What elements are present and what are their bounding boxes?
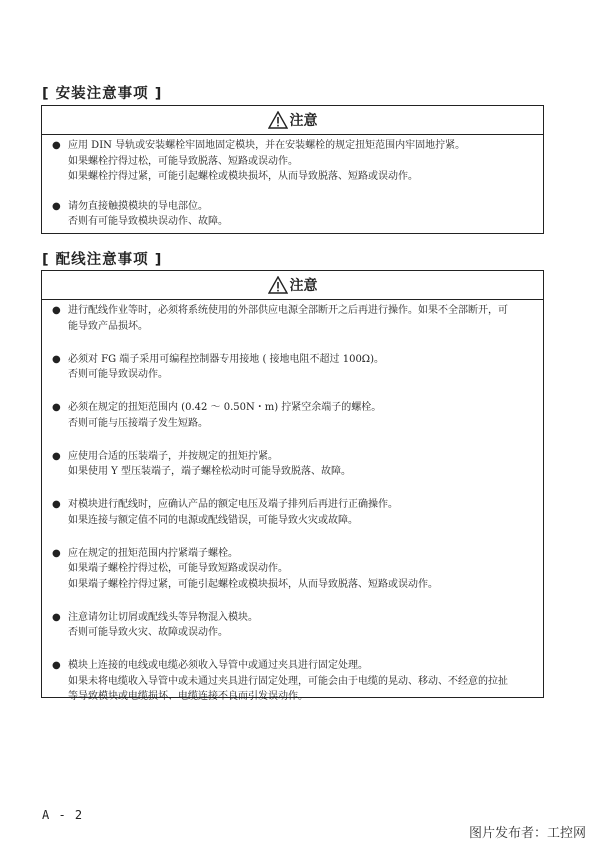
item-text-line: 如果未将电缆收入导管中或未通过夹具进行固定处理，可能会由于电缆的晃动、移动、不经意的拉扯: [68, 675, 508, 687]
list-item: [52, 449, 533, 480]
caution-box-installation: [41, 105, 544, 234]
list-item: [52, 303, 533, 334]
warning-triangle-icon: [268, 111, 288, 129]
bullet-icon: ●: [52, 611, 61, 623]
list-item: [52, 138, 533, 185]
item-text-line: 对模块进行配线时，应确认产品的额定电压及端子排列后再进行正确操作。: [68, 499, 398, 510]
item-text-line: 能导致产品损坏。: [68, 320, 148, 332]
item-text-line: 注意请勿让切屑或配线头等异物混入模块。: [68, 611, 258, 623]
caution-items-wiring: [42, 300, 543, 713]
caution-label: 注意: [289, 278, 318, 294]
section-title-installation: [ 安装注意事项 ]: [42, 86, 163, 102]
item-text-line: 如果螺栓拧得过紧，可能引起螺栓或模块损坏，从而导致脱落、短路或误动作。: [68, 171, 418, 182]
item-text-line: 应用 DIN 导轨或安装螺栓牢固地固定模块，并在安装螺栓的规定扭矩范围内牢固地拧紧。: [68, 140, 466, 151]
bullet-icon: ●: [52, 305, 61, 316]
bullet-icon: ●: [52, 200, 61, 212]
list-item: [52, 400, 533, 431]
caution-box-wiring: [41, 270, 544, 702]
item-text-line: 必须对 FG 端子采用可编程控制器专用接地 ( 接地电阻不超过 100Ω)。: [68, 353, 385, 365]
item-text-line: 必须在规定的扭矩范围内 (0.42 ～ 0.50N・m) 拧紧空余端子的螺栓。: [68, 402, 382, 413]
bullet-icon: ●: [52, 140, 61, 151]
item-text-line: 否则可能导致误动作。: [68, 369, 168, 380]
warning-triangle-icon: [268, 276, 288, 294]
caution-header: [42, 271, 543, 300]
bullet-icon: ●: [52, 450, 61, 462]
bullet-icon: ●: [52, 499, 61, 510]
list-item: [52, 352, 533, 383]
item-text-line: 等导致模块或电缆损坏、电缆连接不良而引发误动作。: [68, 691, 308, 702]
item-text-line: 否则可能与压接端子发生短路。: [68, 417, 208, 429]
section-title-wiring: [ 配线注意事项 ]: [42, 252, 163, 268]
caution-header: [42, 106, 543, 135]
bullet-icon: ●: [52, 353, 61, 365]
watermark: 图片发布者：工控网: [468, 826, 586, 841]
caution-label: 注意: [289, 113, 318, 129]
item-text-line: 应使用合适的压装端子，并按规定的扭矩拧紧。: [68, 450, 278, 462]
item-text-line: 如果端子螺栓拧得过松，可能导致短路或误动作。: [68, 563, 288, 574]
item-text-line: 请勿直接触摸模块的导电部位。: [68, 200, 208, 212]
bullet-icon: ●: [52, 402, 61, 413]
item-text-line: 如果端子螺栓拧得过紧，可能引起螺栓或模块损坏，从而导致脱落、短路或误动作。: [68, 578, 438, 590]
item-text-line: 否则可能导致火灾、故障或误动作。: [68, 627, 228, 638]
list-item: [52, 546, 533, 593]
bullet-icon: ●: [52, 547, 61, 559]
list-item: [52, 610, 533, 641]
list-item: [52, 199, 533, 230]
item-text-line: 应在规定的扭矩范围内拧紧端子螺栓。: [68, 547, 238, 559]
page-number: A - 2: [42, 808, 84, 822]
list-item: [52, 658, 533, 705]
item-text-line: 如果连接与额定值不同的电源或配线错误，可能导致火灾或故障。: [68, 514, 358, 526]
list-item: [52, 497, 533, 528]
bullet-icon: ●: [52, 660, 61, 671]
item-text-line: 模块上连接的电线或电缆必须收入导管中或通过夹具进行固定处理。: [68, 660, 368, 671]
caution-items-installation: [42, 135, 543, 238]
item-text-line: 否则有可能导致模块误动作、故障。: [68, 216, 228, 227]
item-text-line: 如果螺栓拧得过松，可能导致脱落、短路或误动作。: [68, 155, 298, 167]
item-text-line: 进行配线作业等时，必须将系统使用的外部供应电源全部断开之后再进行操作。如果不全部断开，可: [68, 305, 508, 316]
item-text-line: 如果使用 Y 型压装端子，端子螺栓松动时可能导致脱落、故障。: [68, 466, 351, 477]
